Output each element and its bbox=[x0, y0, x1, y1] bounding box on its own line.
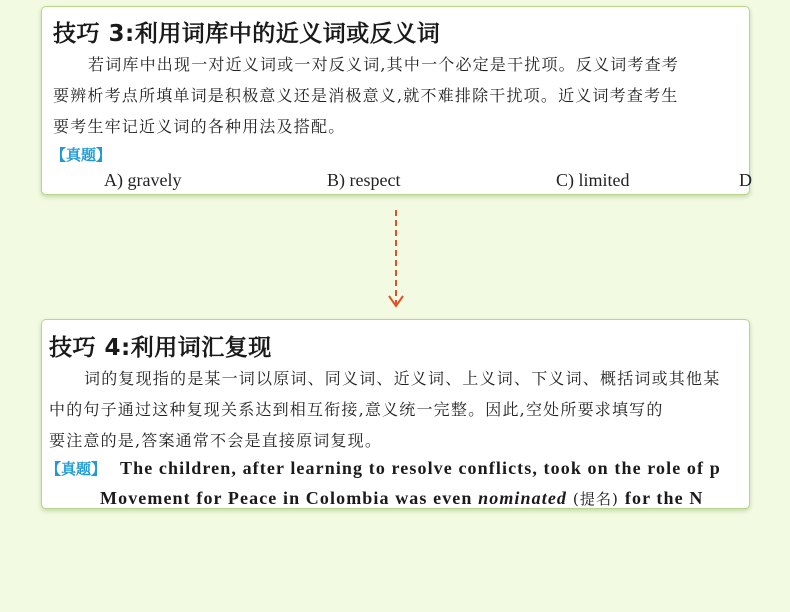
tip-4-line-1: 词的复现指的是某一词以原词、同义词、近义词、上义词、下义词、概括词或其他某 bbox=[84, 369, 721, 388]
tip-4-title: 技巧 4:利用词汇复现 bbox=[49, 335, 272, 361]
tip-4-line-3: 要注意的是,答案通常不会是直接原词复现。 bbox=[49, 431, 383, 450]
option-a: A) gravely bbox=[104, 170, 182, 190]
option-d: D bbox=[739, 170, 752, 190]
italic-word: nominated bbox=[478, 488, 568, 508]
exam-question-tag: 【真题】 bbox=[51, 146, 112, 164]
exam-sentence-line-1: The children, after learning to resolve conflicts, took on the role of p bbox=[120, 458, 721, 478]
option-c: C) limited bbox=[556, 170, 630, 190]
sentence-text-end: for the N bbox=[624, 488, 704, 508]
tip-3-line-2: 要辨析考点所填单词是积极意义还是消极意义,就不难排除干扰项。近义词考查考生 bbox=[53, 86, 679, 105]
exam-question-tag: 【真题】 bbox=[46, 460, 107, 478]
sentence-text: Movement for Peace in Colombia was even bbox=[100, 488, 479, 508]
down-arrow-icon bbox=[385, 210, 407, 314]
option-b: B) respect bbox=[327, 170, 401, 190]
tip-3-title: 技巧 3:利用词库中的近义词或反义词 bbox=[53, 21, 441, 47]
tip-4-card bbox=[41, 319, 750, 509]
tip-3-card bbox=[41, 6, 750, 195]
chinese-gloss: (提名) bbox=[567, 490, 625, 508]
exam-sentence-line-2 bbox=[100, 488, 703, 509]
tip-3-line-1: 若词库中出现一对近义词或一对反义词,其中一个必定是干扰项。反义词考查考 bbox=[88, 55, 680, 74]
tip-4-line-2: 中的句子通过这种复现关系达到相互衔接,意义统一完整。因此,空处所要求填写的 bbox=[49, 400, 664, 419]
tip-3-line-3: 要考生牢记近义词的各种用法及搭配。 bbox=[53, 117, 346, 136]
